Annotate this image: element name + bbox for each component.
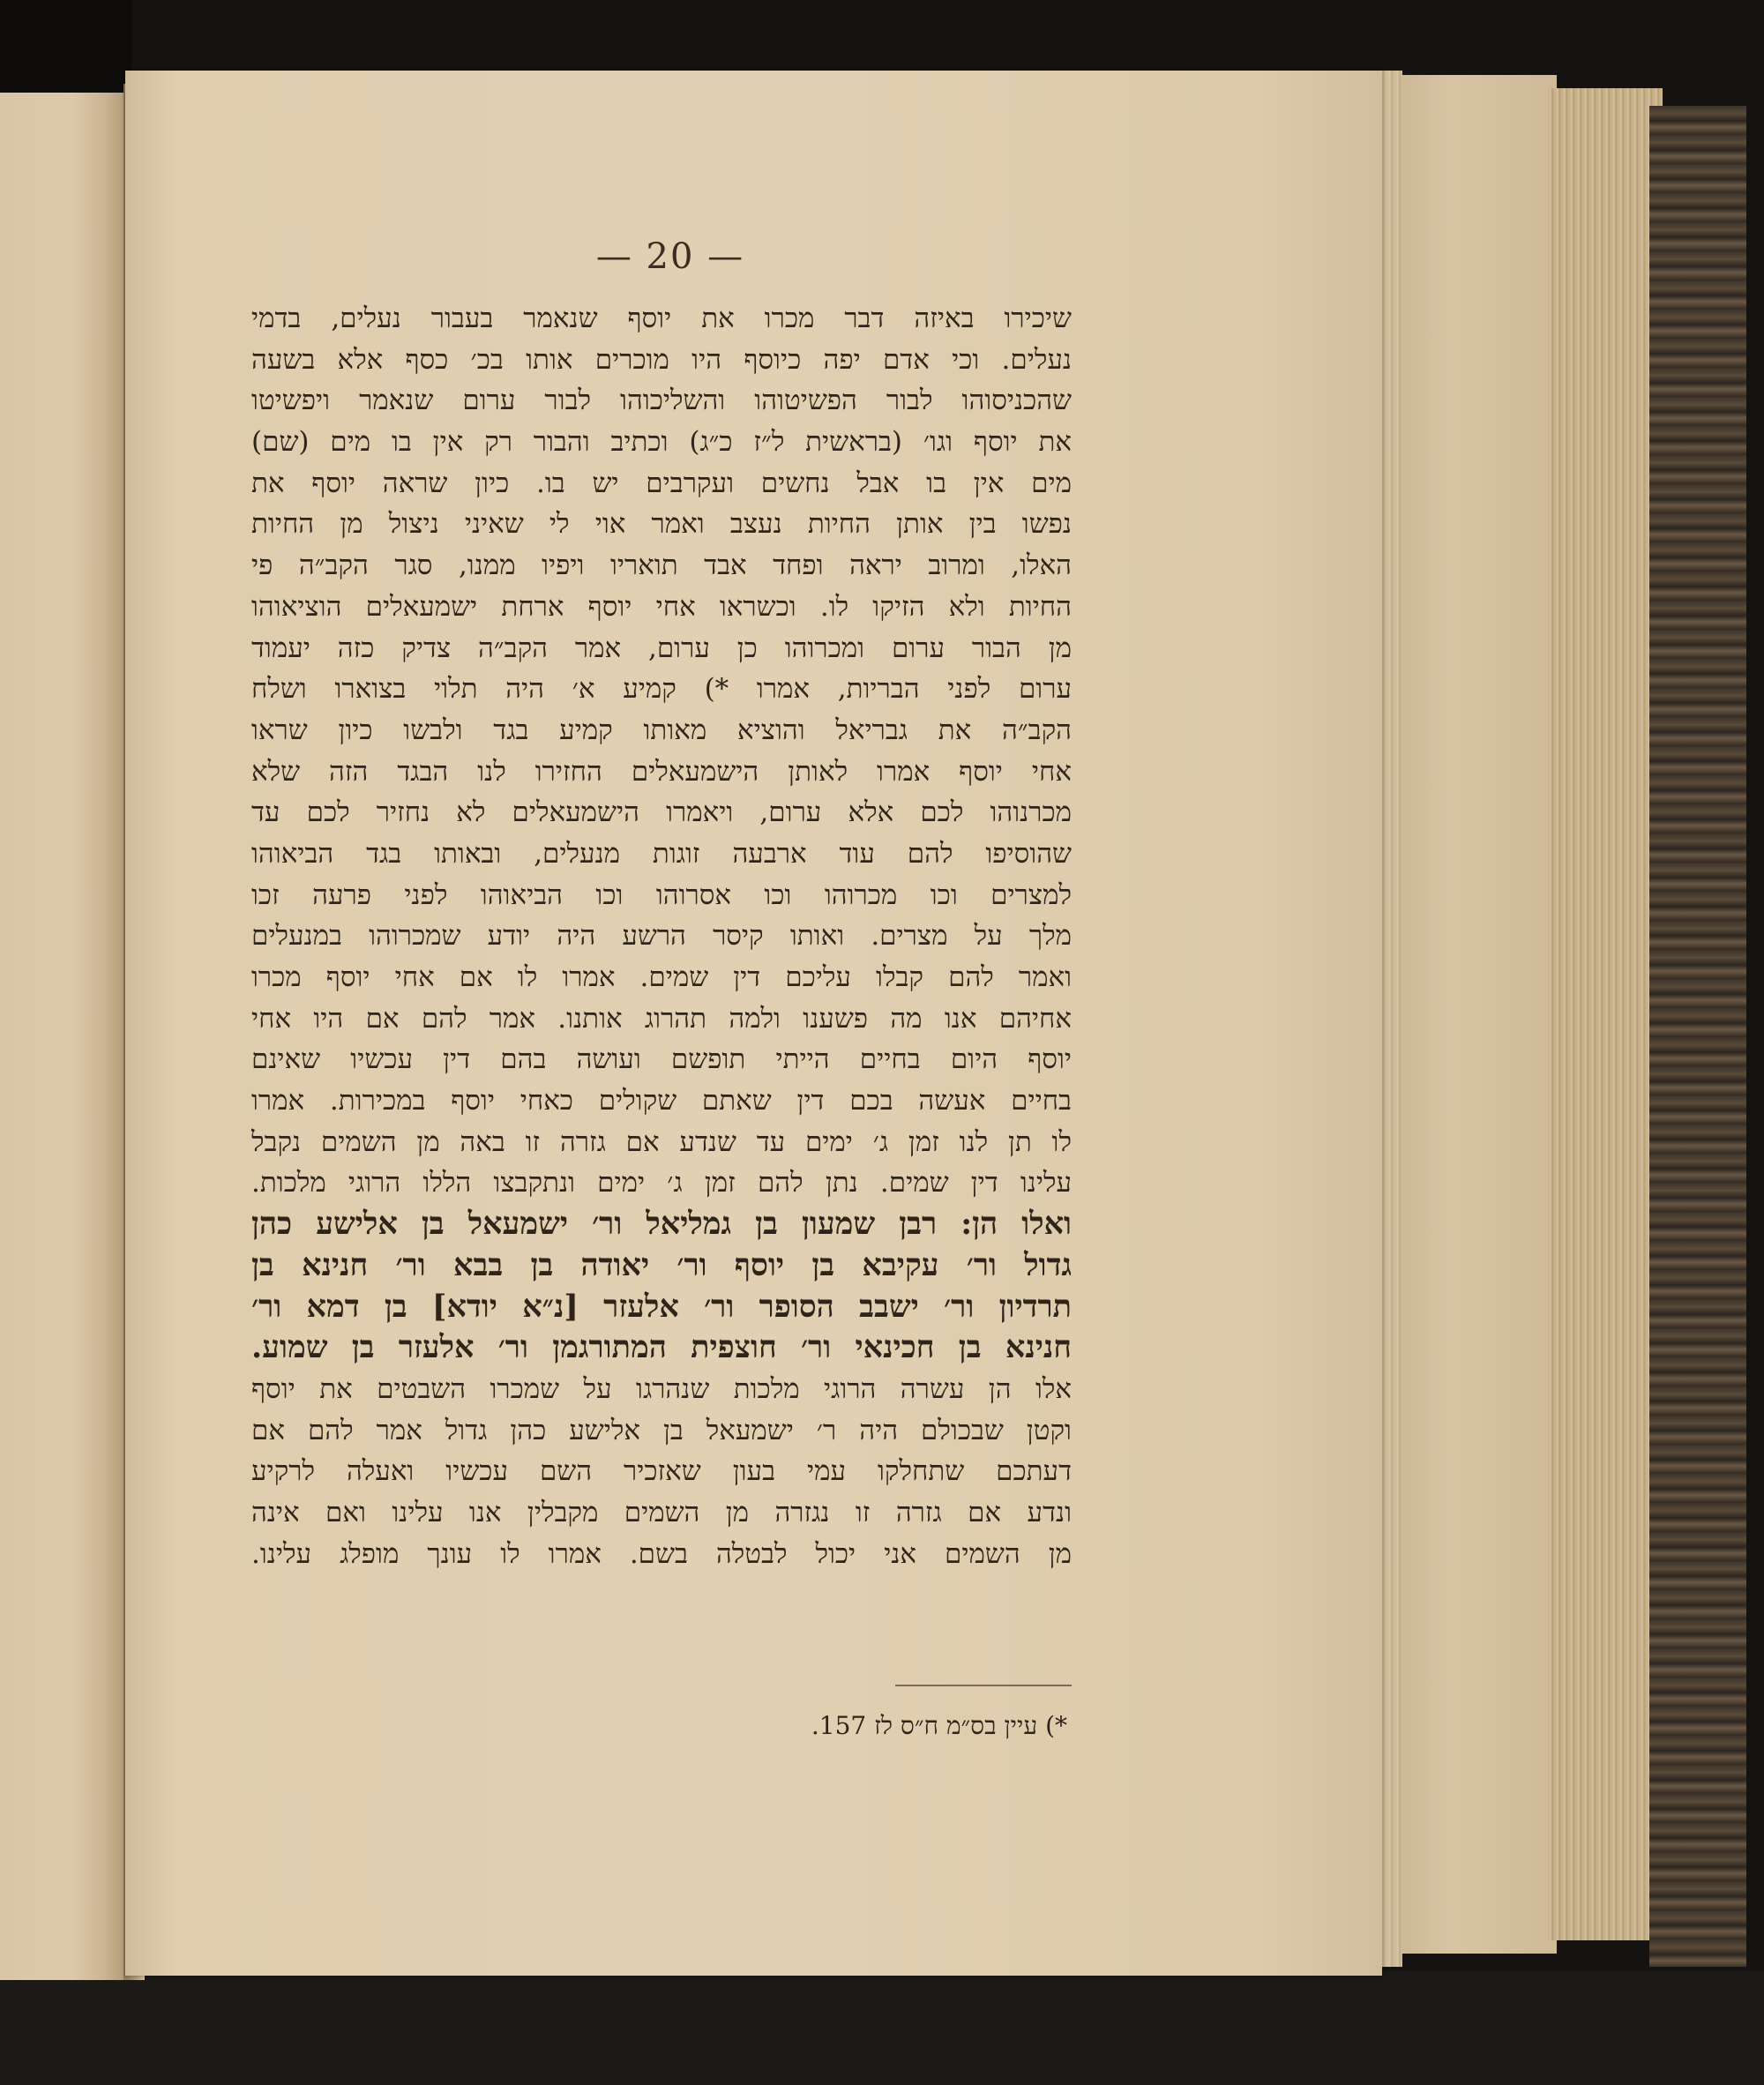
text-line: מכרנוהו לכם אלא ערום, ויאמרו הישמעאלים לא נחזיר לכם עד <box>251 796 1072 829</box>
text-line: אלו הן עשרה הרוגי מלכות שנהרגו על שמכרו השבטים את יוסף <box>251 1372 1072 1405</box>
text-line: תרדיון ור׳ ישבב הסופר ור׳ אלעזר [נ״א יודא] בן דמא ור׳ <box>251 1288 1072 1325</box>
text-line: החיות ולא הזיקו לו. וכשראו אחי יוסף ארחת ישמעאלים הוציאוהו <box>251 590 1072 623</box>
text-line: שיכירו באיזה דבר מכרו את יוסף שנאמר בעבור נעלים, בדמי <box>251 303 1072 334</box>
text-line: למצרים וכו מכרוהו וכו אסרוהו וכו הביאוהו לפני פרעה זכו <box>251 878 1072 911</box>
text-line: וקטן שבכולם היה ר׳ ישמעאל בן אלישע כהן גדול אמר להם אם <box>251 1414 1072 1446</box>
text-line: ואלו הן: רבן שמעון בן גמליאל ור׳ ישמעאל בן אלישע כהן <box>251 1206 1072 1243</box>
text-line: האלו, ומרוב יראה ופחד אבד תואריו ויפיו ממנו, סגר הקב״ה פי <box>251 549 1072 582</box>
text-line: חנינא בן חכינאי ור׳ חוצפית המתורגמן ור׳ אלעזר בן שמוע. <box>251 1329 1072 1366</box>
text-line: יוסף היום בחיים הייתי תופשם ועושה בהם דין עכשיו שאינם <box>251 1043 1072 1076</box>
text-line: מן הבור ערום ומכרוהו כן ערום, אמר הקב״ה צדיק כזה יעמוד <box>251 631 1072 664</box>
footnote-rule <box>895 1685 1072 1686</box>
text-line: נפשו בין אותן החיות נעצב ואמר אוי לי שאיני ניצול מן החיות <box>251 508 1072 541</box>
footnote: *) עיין בס״מ ח״ס לז 157. <box>811 1711 1067 1740</box>
body-text <box>251 298 1072 1574</box>
text-line: לו תן לנו זמן ג׳ ימים עד שנדע אם גזרה זו באה מן השמים נקבל <box>251 1125 1072 1158</box>
text-line: את יוסף וגו׳ (בראשית ל״ז כ״ג) וכתיב והבור רק אין בו מים (שם) <box>251 426 1072 459</box>
text-line: נעלים. וכי אדם יפה כיוסף היו מוכרים אותו בכ׳ כסף אלא בשעה <box>251 343 1072 376</box>
book-cover <box>0 0 132 93</box>
text-line: שהוסיפו להם עוד ארבעה זוגות מנעלים, ובאותו בגד הביאוהו <box>251 837 1072 870</box>
page-edges <box>1548 88 1663 1940</box>
text-line: אחי יוסף אמרו לאותן הישמעאלים החזירו לנו הבגד הזה שלא <box>251 755 1072 788</box>
text-line: שהכניסוהו לבור הפשיטוהו והשליכוהו לבור ערום שנאמר ויפשיטו <box>251 385 1072 417</box>
text-line: מן השמים אני יכול לבטלה בשם. אמרו לו עונך מופלג עלינו. <box>251 1537 1072 1570</box>
text-line: הקב״ה את גבריאל והוציא מאותו קמיע בגד ולבשו כיון שראו <box>251 714 1072 746</box>
text-line: ואמר להם קבלו עליכם דין שמים. אמרו לו אם אחי יוסף מכרו <box>251 961 1072 993</box>
back-page <box>1380 75 1557 1954</box>
text-line: מים אין בו אבל נחשים ועקרבים יש בו. כיון שראה יוסף את <box>251 467 1072 499</box>
book-spine <box>1649 106 1746 1967</box>
text-line: אחיהם אנו מה פשענו ולמה תהרוג אותנו. אמר להם אם היו אחי <box>251 1002 1072 1035</box>
text-line: ערום לפני הבריות, אמרו *) קמיע א׳ היה תלוי בצוארו ושלח <box>251 673 1072 706</box>
text-line: ונדע אם גזרה זו נגזרה מן השמים מקבלין אנו עלינו ואם אינה <box>251 1496 1072 1528</box>
text-line: עלינו דין שמים. נתן להם זמן ג׳ ימים ונתקבצו הללו הרוגי מלכות. <box>251 1167 1072 1199</box>
text-line: דעתכם שתחלקו עמי בעון שאזכיר השם עכשיו ואעלה לרקיע <box>251 1455 1072 1488</box>
text-line: מלך על מצרים. ואותו קיסר הרשע היה יודע שמכרוהו במנעלים <box>251 920 1072 953</box>
text-line: גדול ור׳ עקיבא בן יוסף ור׳ יאודה בן בבא ור׳ חנינא בן <box>251 1246 1072 1283</box>
left-page <box>0 93 132 1980</box>
text-line: בחיים אעשה בכם דין שאתם שקולים כאחי יוסף במכירות. אמרו <box>251 1085 1072 1117</box>
book-cover-bottom <box>0 1971 1764 2085</box>
page-number: — 20 — <box>595 236 745 277</box>
